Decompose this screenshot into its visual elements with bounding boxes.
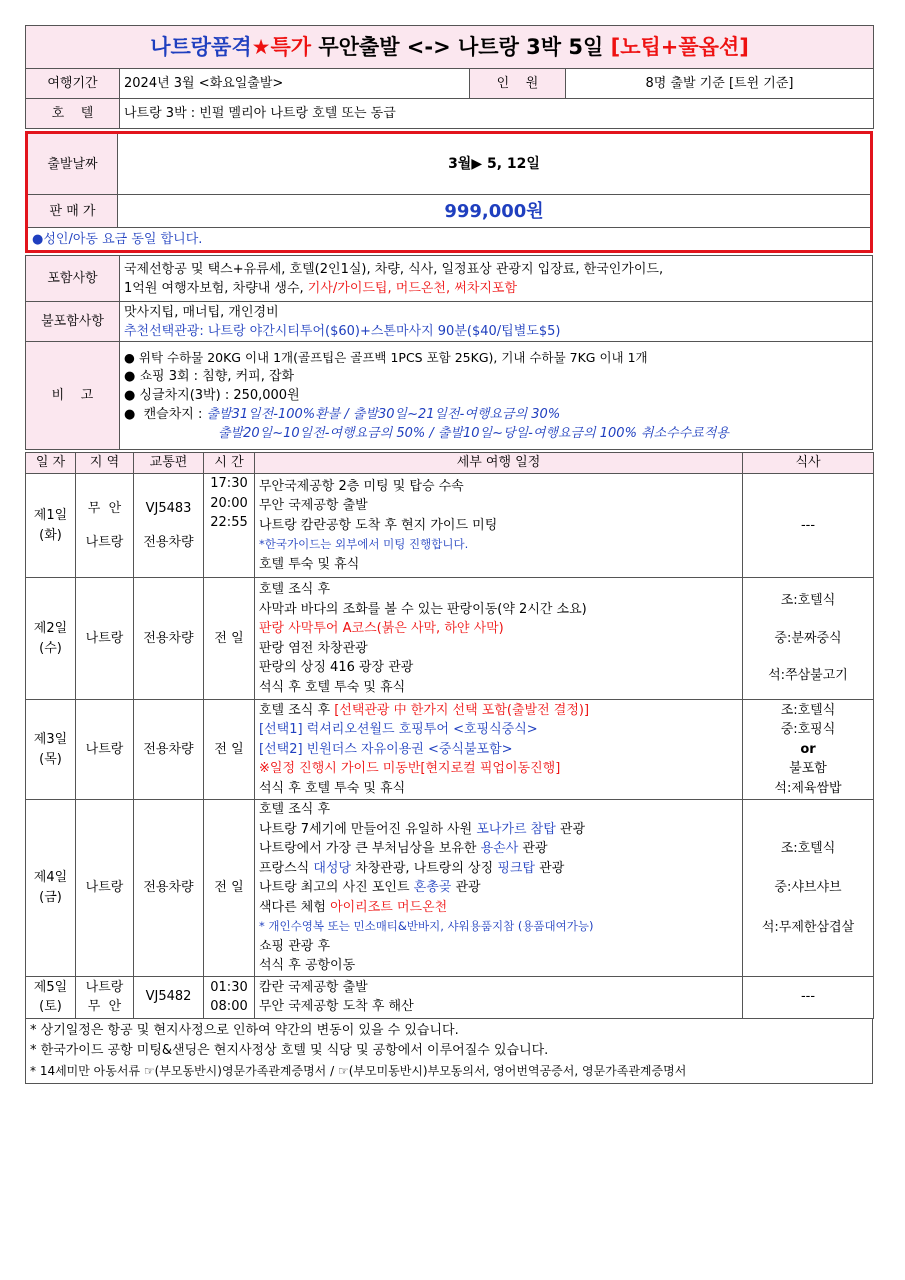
remarks-line1: ● 위탁 수하물 20KG 이내 1개(골프팁은 골프백 1PCS 포함 25KG), 기내 수하물 7KG 이내 1개 [124, 350, 648, 365]
day3-label: 제3일 [33, 732, 68, 747]
cancel-charge-line2: 출발20일~10일전-여행요금의 50% / 출발10일~당일-여행요금의 100% 취소수수료적용 [218, 426, 729, 441]
remarks-line2: ● 쇼핑 3회 : 침향, 커피, 잡화 [124, 369, 295, 384]
day3-line1-highlight: [선택관광 中 한가지 선택 포함(출발전 결정)] [334, 702, 590, 718]
day1-flight: VJ5483 [145, 501, 192, 516]
day1-dow: (화) [39, 527, 62, 543]
include-line1: 국제선항공 및 택스+유류세, 호텔(2인1실), 차량, 식사, 일정표상 관광지 입장료, 한국인가이드, [124, 261, 664, 277]
day4-label: 제4일 [33, 870, 68, 886]
day1-line3: 나트랑 캄란공항 도착 후 현지 가이드 미팅 [259, 517, 498, 533]
footer-note2: * 한국가이드 공항 미팅&샌딩은 현지사정상 호텔 및 식당 및 공항에서 이루어질수 있습니다. [30, 1042, 549, 1058]
title-part2: 특가 [270, 34, 312, 59]
day4-line9: 석식 후 공항이동 [259, 958, 356, 973]
sale-price-label: 판 매 가 [27, 195, 118, 228]
day3-detail [255, 700, 743, 800]
exclude-content [120, 302, 873, 342]
period-label: 여행기간 [26, 69, 120, 99]
remarks-line3: ● 싱글차지(3박) : 250,000원 [124, 388, 300, 403]
day4-time: 전 일 [204, 800, 255, 977]
day4-line6-b: 아이리조트 머드온천 [330, 899, 448, 915]
day1-transport [134, 474, 204, 578]
day4-meal [743, 800, 874, 977]
remarks-content [120, 342, 873, 450]
day2-dow: (수) [39, 640, 62, 656]
day2-meal-breakfast: 조:호텔식 [780, 593, 836, 609]
day2-meal-dinner: 석:쭈삼불고기 [768, 668, 848, 684]
day3-line1-plain: 호텔 조식 후 [259, 702, 335, 718]
day2-day [26, 578, 76, 700]
remarks-line4 [124, 405, 868, 424]
day2-line3: 판랑 사막투어 A코스(붉은 사막, 하얀 사막) [259, 621, 504, 636]
price-box [25, 131, 873, 253]
day2-meal-lunch: 중:분짜중식 [774, 630, 842, 646]
day4-line2-c: 관광 [555, 821, 586, 837]
people-value: 8명 출발 기준 [트윈 기준] [566, 69, 874, 99]
day5-transport: VJ5482 [134, 976, 204, 1018]
day5-time2: 08:00 [210, 999, 248, 1014]
day2-region: 나트랑 [76, 578, 134, 700]
day3-time: 전 일 [204, 700, 255, 800]
header-meal: 식사 [743, 453, 874, 474]
day3-meal-or: or [800, 741, 816, 757]
day3-meal-alt: 불포함 [789, 761, 827, 777]
day4-line6 [259, 898, 738, 918]
day3-line4: ※일정 진행시 가이드 미동반[현지로컬 픽업이동진행] [259, 761, 561, 777]
day5-line1: 캄란 국제공항 출발 [259, 979, 368, 995]
period-value: 2024년 3월 <화요일출발> [120, 69, 470, 99]
day4-line4-e: 관광 [535, 860, 565, 876]
schedule-table [25, 452, 874, 1019]
day4-meal-lunch: 중:샤브샤브 [774, 880, 842, 895]
day2-line6: 석식 후 호텔 투숙 및 휴식 [259, 679, 406, 695]
day2-meal [743, 578, 874, 700]
day4-line3 [259, 839, 738, 859]
header-transport: 교통편 [134, 453, 204, 474]
day1-line2: 무안 국제공항 출발 [259, 498, 368, 514]
day1-meal: --- [743, 474, 874, 578]
day4-line4-b: 대성당 [313, 860, 352, 876]
day4-line3-c: 관광 [518, 841, 548, 856]
day2-detail [255, 578, 743, 700]
day1-time2: 20:00 [210, 495, 248, 511]
hotel-label: 호 텔 [26, 99, 120, 129]
day1-line1: 무안국제공항 2층 미팅 및 탑승 수속 [259, 478, 464, 494]
info-table [25, 255, 873, 450]
cancel-charge-label: ● 캔슬차지 : [124, 407, 207, 422]
day1-line5: 호텔 투숙 및 휴식 [259, 556, 360, 572]
title-part4: [노팁+풀옵션] [610, 34, 749, 59]
day1-line4: *한국가이드는 외부에서 미팅 진행합니다. [259, 537, 469, 552]
day4-line2-b: 포나가르 참탑 [476, 821, 556, 837]
day5-label: 제5일 [33, 979, 68, 995]
day4-dow: (금) [39, 889, 62, 905]
day3-line2: [선택1] 럭셔리오션월드 호핑투어 <호핑식중식> [259, 722, 538, 738]
day2-time: 전 일 [204, 578, 255, 700]
day4-line8: 쇼핑 관광 후 [259, 938, 331, 954]
day1-detail [255, 474, 743, 578]
day5-day [26, 976, 76, 1018]
day3-row [26, 700, 874, 800]
day5-row [26, 976, 874, 1018]
day4-day [26, 800, 76, 977]
day4-line2-a: 나트랑 7세기에 만들어진 유일하 사원 [259, 821, 477, 837]
day1-time1: 17:30 [210, 476, 248, 491]
footer-notes [25, 1019, 873, 1084]
day3-meal-lunch: 중:호핑식 [780, 722, 836, 738]
day5-detail [255, 976, 743, 1018]
day5-region2: 무 안 [87, 999, 122, 1014]
day4-line4 [259, 859, 738, 879]
day4-line4-c: 차창관광, 나트랑의 상징 [351, 860, 498, 876]
day5-region [76, 976, 134, 1018]
day4-line7: * 개인수영복 또는 민소매티&반바지, 샤워용품지참 (용품대여가능) [259, 919, 594, 933]
day5-times [204, 976, 255, 1018]
day5-meal: --- [743, 976, 874, 1018]
day4-line5-b: 혼총곶 [413, 880, 452, 895]
day5-line2: 무안 국제공항 도착 후 해산 [259, 999, 414, 1014]
day3-dow: (목) [39, 751, 62, 767]
departure-date-value: 3월▶ 5, 12일 [118, 133, 872, 195]
itinerary-document [25, 25, 873, 1084]
header-day: 일 자 [26, 453, 76, 474]
day4-detail [255, 800, 743, 977]
title-star: ★ [251, 34, 271, 59]
day2-line5: 판랑의 상징 416 광장 관광 [259, 660, 414, 675]
day2-transport: 전용차량 [134, 578, 204, 700]
day3-day [26, 700, 76, 800]
day4-line3-a: 나트랑에서 가장 큰 부처님상을 보유한 [259, 841, 481, 856]
include-line2-highlight: 기사/가이드팁, 머드온천, 써차지포함 [307, 280, 518, 296]
day3-line5: 석식 후 호텔 투숙 및 휴식 [259, 780, 406, 796]
day4-line4-a: 프랑스식 [259, 860, 314, 876]
day4-line1: 호텔 조식 후 [259, 802, 331, 817]
include-line2-plain: 1억원 여행자보험, 차량내 생수, [124, 280, 308, 296]
exclude-line1: 맛사지팁, 매너팁, 개인경비 [124, 304, 279, 320]
include-label: 포함사항 [26, 256, 120, 302]
day1-region [76, 474, 134, 578]
day1-region1: 무 안 [87, 501, 122, 516]
header-region: 지 역 [76, 453, 134, 474]
day4-meal-dinner: 석:무제한삼겹살 [761, 919, 855, 935]
day4-line5 [259, 878, 738, 898]
sale-price-value: 999,000원 [118, 195, 872, 228]
day3-transport: 전용차량 [134, 700, 204, 800]
day2-line4: 판랑 염전 차창관광 [259, 640, 368, 656]
footer-note1: * 상기일정은 항공 및 현지사정으로 인하여 약간의 변동이 있을 수 있습니다. [30, 1022, 459, 1038]
day5-time1: 01:30 [210, 979, 248, 995]
exclude-label: 불포함사항 [26, 302, 120, 342]
day4-transport: 전용차량 [134, 800, 204, 977]
footer-note3: * 14세미만 아동서류 ☞(부모동반시)영문가족관계증명서 / ☞(부모미동반시)부모동의서, 영어번역공증서, 영문가족관계증명서 [30, 1063, 687, 1078]
day3-meal-dinner: 석:제육쌈밥 [774, 780, 842, 796]
cancel-charge-line1: 출발31일전-100%환불 / 출발30일~21일전-여행요금의 30% [206, 407, 561, 422]
header-table [25, 25, 874, 129]
include-content [120, 256, 873, 302]
day5-region1: 나트랑 [85, 979, 124, 995]
page-title [26, 26, 874, 69]
day1-region2: 나트랑 [85, 534, 124, 550]
day4-line6-a: 색다른 체험 [259, 899, 331, 915]
day1-vehicle: 전용차량 [143, 534, 194, 550]
day3-region: 나트랑 [76, 700, 134, 800]
day1-label: 제1일 [33, 508, 68, 523]
day5-dow: (토) [39, 999, 62, 1014]
include-line2 [124, 279, 868, 298]
day1-times [204, 474, 255, 578]
day4-region: 나트랑 [76, 800, 134, 977]
departure-date-label: 출발날짜 [27, 133, 118, 195]
day4-line2 [259, 820, 738, 840]
title-part1: 나트랑품격 [150, 34, 252, 59]
day3-meal-breakfast: 조:호텔식 [780, 702, 836, 718]
day4-line5-a: 나트랑 최고의 사진 포인트 [259, 880, 414, 895]
day4-row [26, 800, 874, 977]
day1-time3: 22:55 [210, 515, 248, 530]
day3-line1 [259, 701, 738, 721]
exclude-line2: 추천선택관광: 나트랑 야간시티투어($60)+스톤마사지 90분($40/팁별도$5) [124, 323, 561, 339]
day3-line3: [선택2] 빈원더스 자유이용권 <중식불포함> [259, 741, 513, 757]
header-time: 시 간 [204, 453, 255, 474]
hotel-value: 나트랑 3박 : 빈펄 멜리아 나트랑 호텔 또는 동급 [120, 99, 874, 129]
day2-line1: 호텔 조식 후 [259, 582, 331, 597]
price-note: ●성인/아동 요금 동일 합니다. [27, 228, 872, 252]
day1-row [26, 474, 874, 578]
day4-line3-b: 용손사 [480, 841, 519, 856]
day2-row [26, 578, 874, 700]
people-label: 인 원 [470, 69, 566, 99]
day4-line5-c: 관광 [451, 880, 481, 895]
day4-line4-d: 핑크탑 [497, 860, 535, 876]
remarks-label: 비 고 [26, 342, 120, 450]
day1-day [26, 474, 76, 578]
day3-meal [743, 700, 874, 800]
header-detail: 세부 여행 일정 [255, 453, 743, 474]
day2-label: 제2일 [33, 621, 68, 636]
day2-line2: 사막과 바다의 조화를 볼 수 있는 판랑이동(약 2시간 소요) [259, 601, 587, 617]
title-part3: 무안출발 <-> 나트랑 3박 5일 [311, 34, 611, 59]
day4-meal-breakfast: 조:호텔식 [780, 840, 836, 856]
